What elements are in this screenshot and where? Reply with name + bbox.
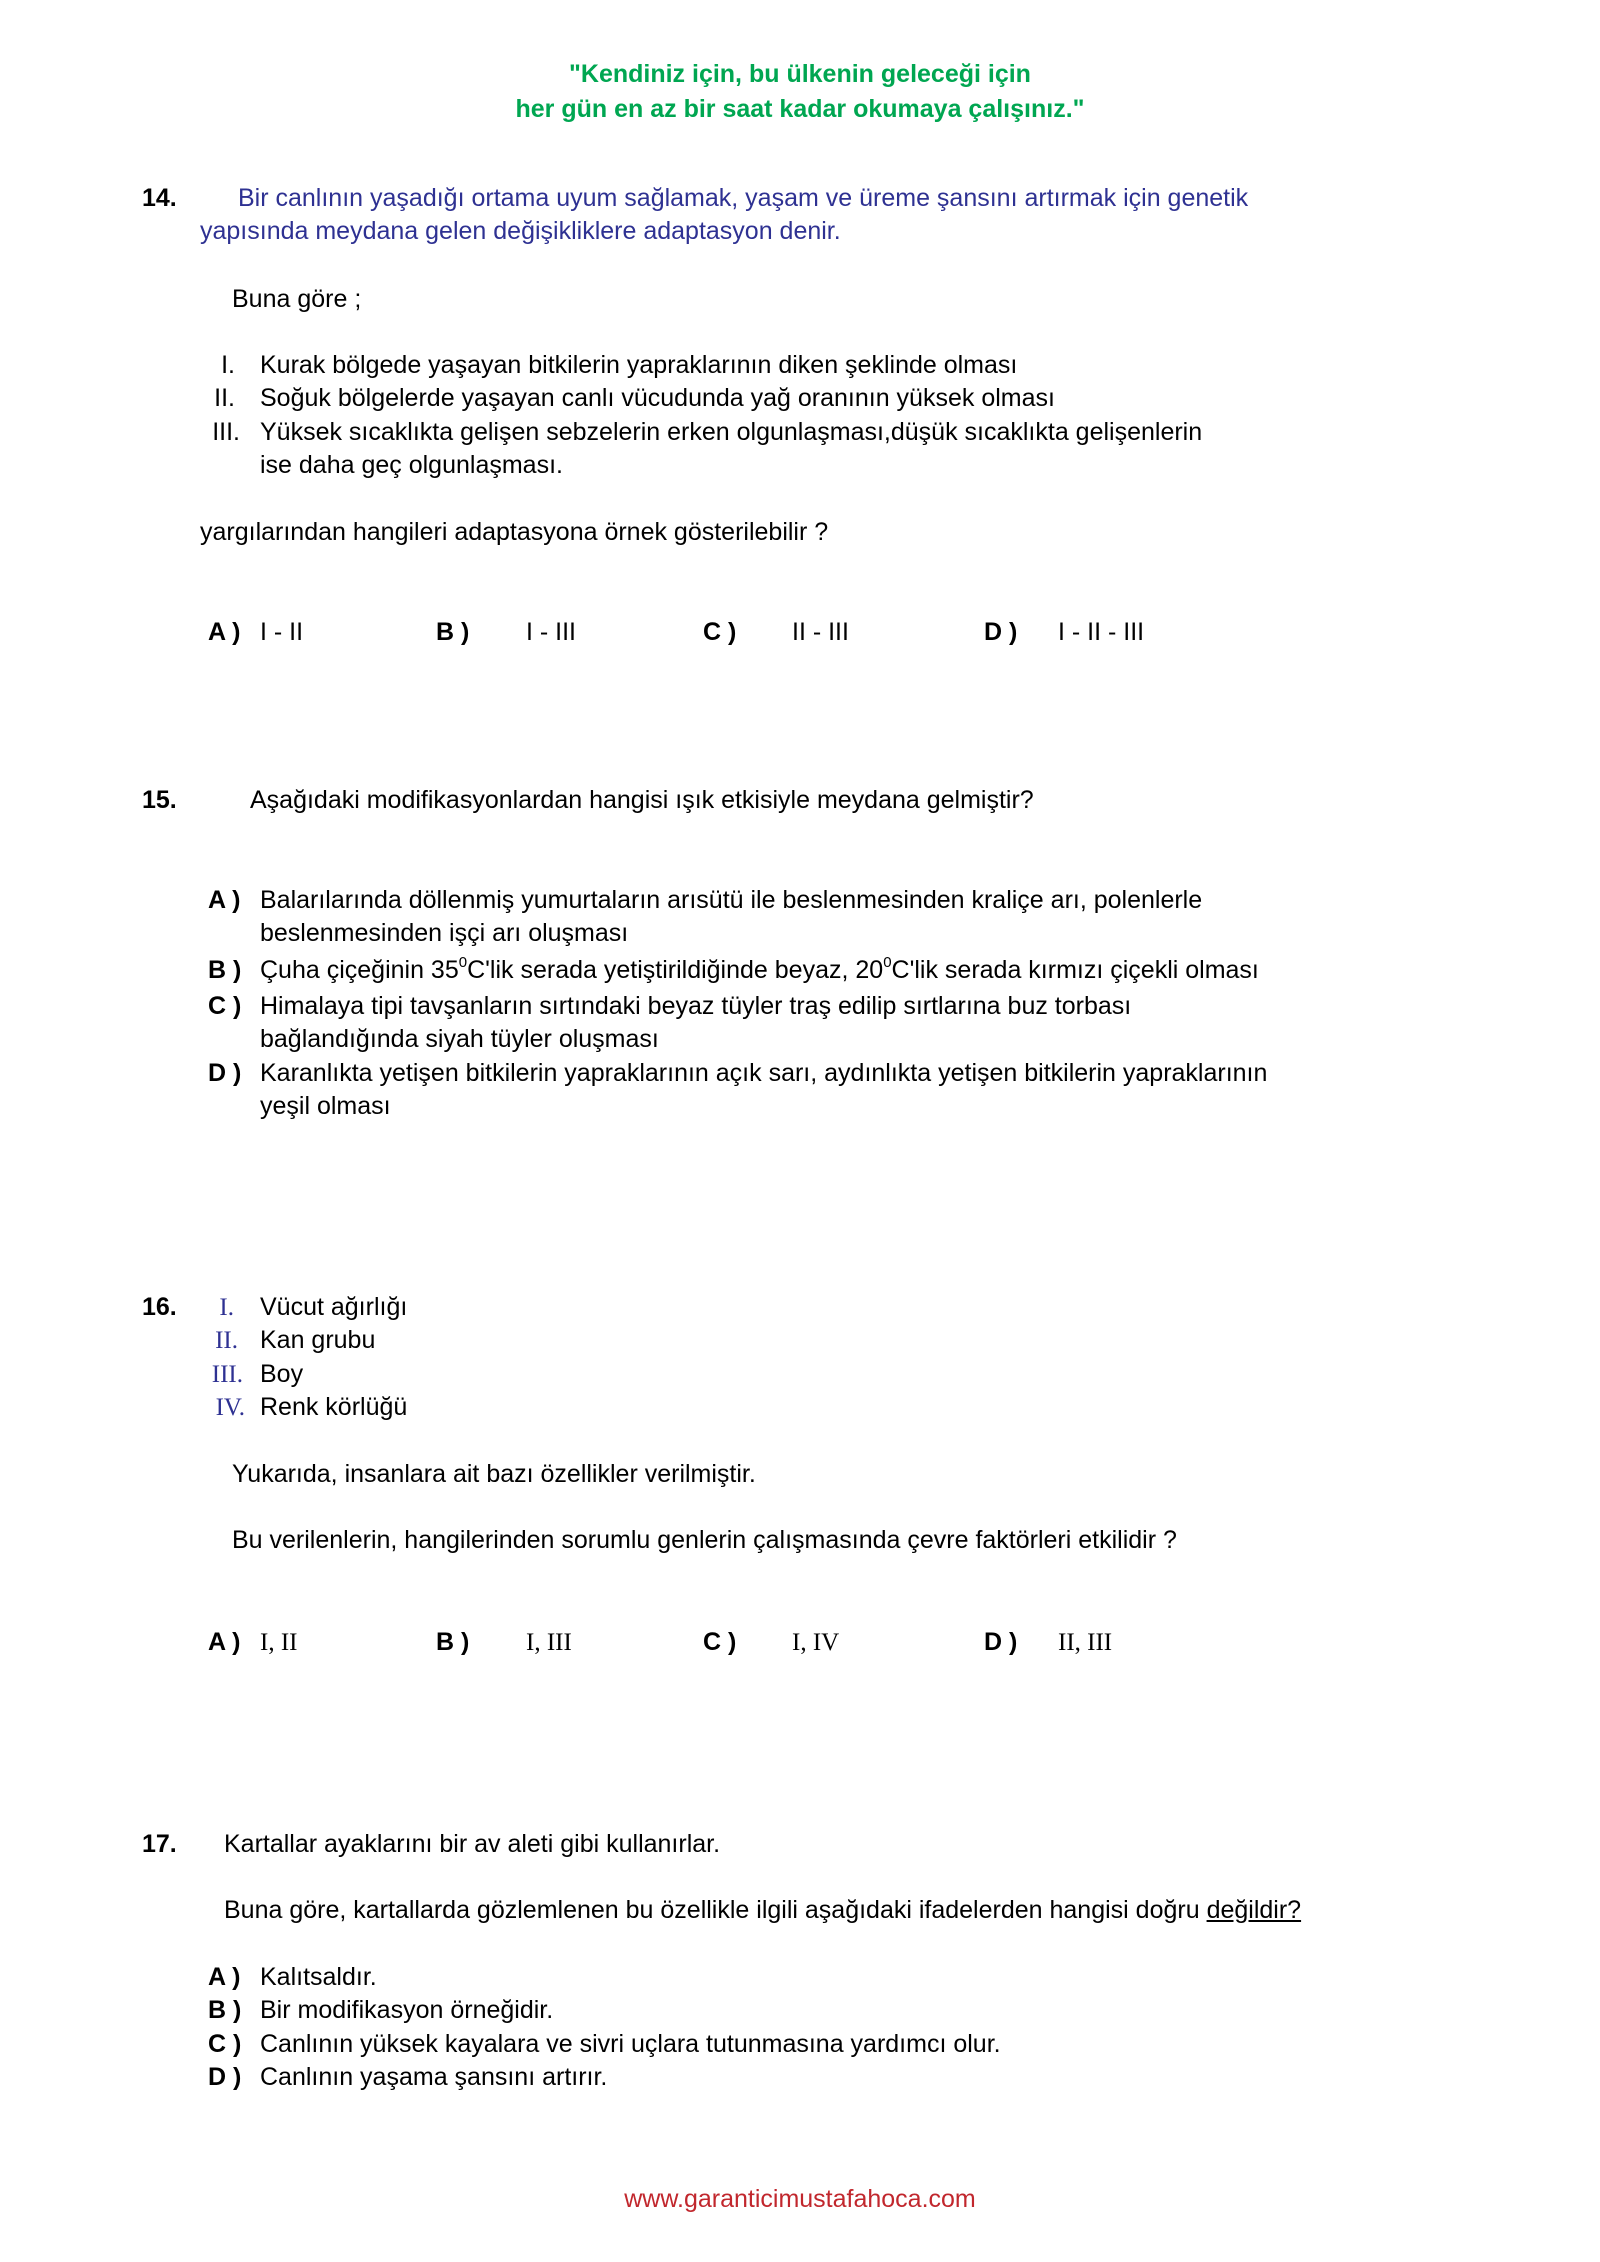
item-numeral: I. (219, 1294, 234, 1321)
option-d-text[interactable]: Canlının yaşama şansını artırır. (260, 2063, 608, 2091)
option-b-label[interactable]: B ) (436, 1628, 470, 1656)
question-number: 15. (142, 786, 177, 814)
item-numeral: III. (211, 1361, 243, 1388)
question-statement: Yukarıda, insanlara ait bazı özellikler verilmiştir. (232, 1460, 756, 1488)
option-a-text[interactable]: I, II (260, 1629, 298, 1656)
question-prompt-text: Buna göre, kartallarda gözlemlenen bu özellikle ilgili aşağıdaki ifadelerden hangisi doğru (224, 1896, 1207, 1924)
degree-superscript: 0 (458, 954, 468, 971)
option-b-label[interactable]: B ) (436, 618, 470, 646)
question-stem: Kartallar ayaklarını bir av aleti gibi kullanırlar. (224, 1830, 721, 1858)
question-prompt (224, 1898, 1301, 1923)
question-number: 14. (142, 184, 177, 212)
question-prompt: yargılarından hangileri adaptasyona örnek gösterilebilir ? (200, 518, 829, 546)
option-b-text[interactable]: I - III (526, 618, 576, 646)
option-b-text[interactable]: I, III (526, 1629, 572, 1656)
option-b-text-part-3: C'lik serada kırmızı çiçekli olması (891, 956, 1259, 984)
option-a-text[interactable]: Kalıtsaldır. (260, 1963, 377, 1991)
option-b-text-part-1: Çuha çiçeğinin 35 (260, 956, 459, 984)
option-d-label[interactable]: D ) (984, 1628, 1018, 1656)
item-text: Boy (260, 1360, 304, 1388)
option-a-label[interactable]: A ) (208, 1963, 241, 1991)
option-c-text[interactable]: II - III (792, 618, 849, 646)
item-text: Soğuk bölgelerde yaşayan canlı vücudunda yağ oranının yüksek olması (260, 384, 1055, 412)
option-d-label[interactable]: D ) (984, 618, 1018, 646)
item-numeral: I. (221, 351, 235, 379)
item-text-continued: ise daha geç olgunlaşması. (260, 451, 563, 479)
option-a-text[interactable]: Balarılarında döllenmiş yumurtaların arısütü ile beslenmesinden kraliçe arı, polenlerle (260, 886, 1203, 914)
website-link[interactable]: www.garanticimustafahoca.com (624, 2185, 976, 2213)
question-number: 17. (142, 1830, 177, 1858)
option-b-text-part-2: C'lik serada yetiştirildiğinde beyaz, 20 (467, 956, 884, 984)
motto-line-1: "Kendiniz için, bu ülkenin geleceği için (569, 60, 1031, 88)
question-number: 16. (142, 1293, 177, 1321)
question-intro: Buna göre ; (232, 285, 362, 313)
question-stem: Aşağıdaki modifikasyonlardan hangisi ışık etkisiyle meydana gelmiştir? (250, 786, 1034, 814)
option-c-label[interactable]: C ) (208, 2030, 242, 2058)
option-b-label[interactable]: B ) (208, 1996, 242, 2024)
option-a-text[interactable]: I - II (260, 618, 304, 646)
option-d-text-continued[interactable]: yeşil olması (260, 1092, 391, 1120)
question-prompt: Bu verilenlerin, hangilerinden sorumlu genlerin çalışmasında çevre faktörleri etkilidir ? (232, 1526, 1177, 1554)
question-stem-line-1: Bir canlının yaşadığı ortama uyum sağlamak, yaşam ve üreme şansını artırmak için genetik (238, 184, 1249, 212)
option-a-label[interactable]: A ) (208, 618, 241, 646)
option-a-label[interactable]: A ) (208, 886, 241, 914)
option-c-label[interactable]: C ) (703, 1628, 737, 1656)
item-text: Yüksek sıcaklıkta gelişen sebzelerin erken olgunlaşması,düşük sıcaklıkta gelişenlerin (260, 418, 1203, 446)
option-d-label[interactable]: D ) (208, 2063, 242, 2091)
option-d-label[interactable]: D ) (208, 1059, 242, 1087)
option-c-text-continued[interactable]: bağlandığında siyah tüyler oluşması (260, 1025, 659, 1053)
item-numeral: II. (214, 384, 235, 412)
option-a-text-continued[interactable]: beslenmesinden işçi arı oluşması (260, 919, 629, 947)
option-c-label[interactable]: C ) (703, 618, 737, 646)
option-c-text[interactable]: I, IV (792, 1629, 840, 1656)
item-text: Kurak bölgede yaşayan bitkilerin yapraklarının diken şeklinde olması (260, 351, 1018, 379)
option-c-text[interactable]: Canlının yüksek kayalara ve sivri uçlara tutunmasına yardımcı olur. (260, 2030, 1001, 2058)
option-c-label[interactable]: C ) (208, 992, 242, 1020)
motto-line-2: her gün en az bir saat kadar okumaya çalışınız." (515, 95, 1085, 123)
item-text: Kan grubu (260, 1326, 376, 1354)
option-c-text[interactable]: Himalaya tipi tavşanların sırtındaki beyaz tüyler traş edilip sırtlarına buz torbası (260, 992, 1132, 1020)
option-a-label[interactable]: A ) (208, 1628, 241, 1656)
option-b-text[interactable]: Bir modifikasyon örneğidir. (260, 1996, 554, 2024)
degree-superscript: 0 (883, 954, 892, 971)
option-d-text[interactable]: II, III (1058, 1629, 1113, 1656)
option-b-label[interactable]: B ) (208, 956, 242, 984)
item-numeral: III. (212, 418, 240, 446)
question-stem-line-2: yapısında meydana gelen değişikliklere adaptasyon denir. (200, 217, 841, 245)
item-numeral: II. (215, 1327, 238, 1354)
question-prompt-underlined: değildir? (1206, 1896, 1302, 1924)
option-d-text[interactable]: Karanlıkta yetişen bitkilerin yapraklarının açık sarı, aydınlıkta yetişen bitkilerin yapraklarının (260, 1059, 1268, 1087)
item-text: Vücut ağırlığı (260, 1293, 408, 1321)
option-d-text[interactable]: I - II - III (1058, 618, 1145, 646)
item-numeral: IV. (215, 1394, 245, 1421)
option-b-text[interactable] (260, 954, 1259, 984)
item-text: Renk körlüğü (260, 1393, 408, 1421)
